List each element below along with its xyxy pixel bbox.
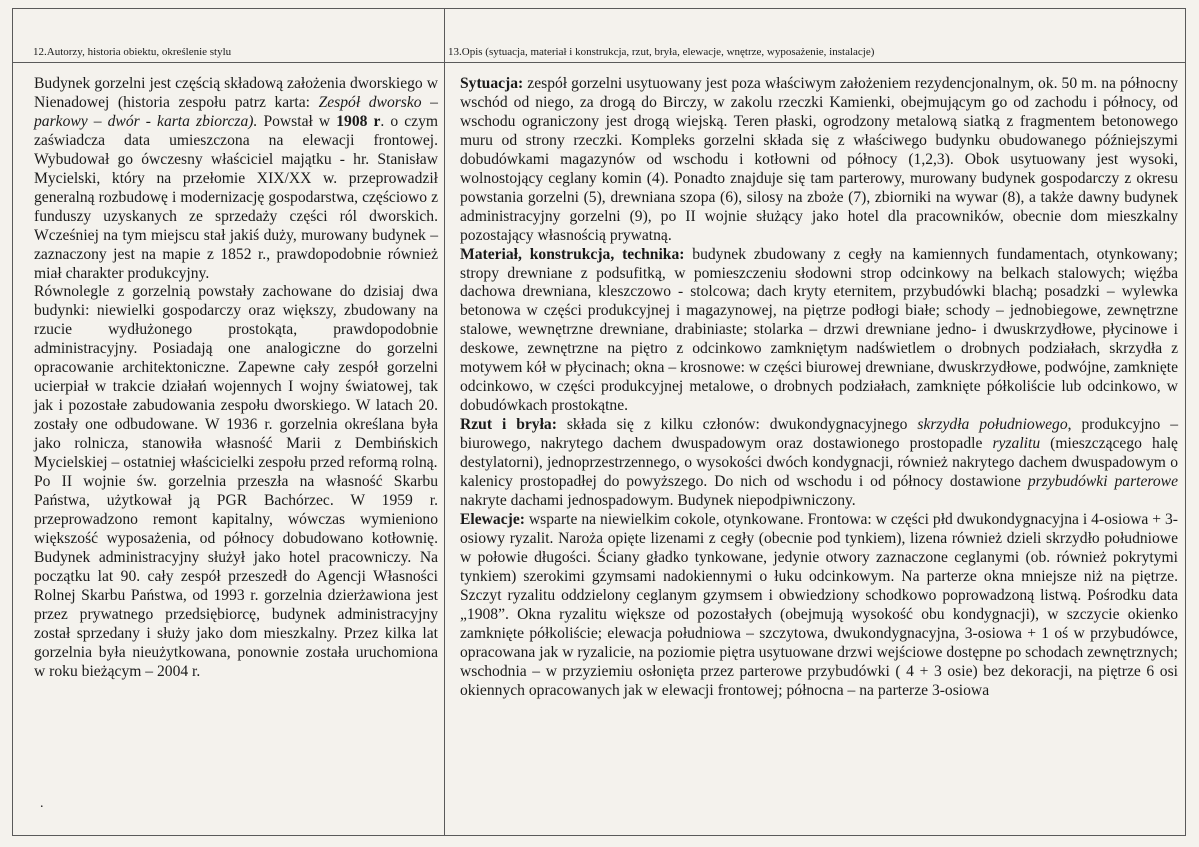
section-text: zespół gorzelni usytuowany jest poza właściwym założeniem rezydencjonalnym, ok. 50 m. na północny wschód od niego, za drogą do Birczy, w zakolu rzeczki Kamienki, obejmującym go od zachodu i północy, od wschodu ograniczony jest drogą wiejską. Teren płaski, ogrodzony metalową siatką z fragmentem betonowego muru od strony rzeczki. Kompleks gorzelni składa się z właściwego budynku obudowanego późniejszymi dobudówkami magazynów od wschodu i kotłowni od północy (1,2,3). Obok usytuowany jest wysoki, wolnostojący ceglany komin (4). Ponadto znajduje się tam parterowy, murowany budynek gospodarczy z okresu powstania gorzelni (5), drewniana szopa (6), silosy na zboże (7), zbiorniki na wywar (8), a także dawny budynek administracyjny gorzelni (9), po II wojnie służący jako hotel dla pracowników, obecnie dom mieszkalny pozostający własnością prywatną. xyxy=(460,75,1178,244)
column-divider xyxy=(444,8,445,836)
section-text: składa się z kilku członów: dwukondygnacyjnego xyxy=(556,416,918,434)
history-paragraph-3: Po II wojnie św. gorzelnia przeszła na własność Skarbu Państwa, użytkował ją PGR Bachórzec. W 1959 r. przeprowadzono remont kapitalny, wówczas wymieniono większość wyposażenia, od północy dobudowano kotłownię. Budynek administracyjny służył jako hotel pracowniczy. Na początku lat 90. cały zespół przeszedł do Agencji Własności Rolnej Skarbu Państwa, od 1993 r. gorzelnia dzierżawiona jest przez prywatnego przedsiębiorcę, budynek administracyjny został sprzedany i służy jako dom mieszkalny. Przez kilka lat gorzelnia była nieużytkowana, ponownie została uruchomiona w roku bieżącym – 2004 r. xyxy=(34,473,438,680)
section-text: wsparte na niewielkim cokole, otynkowane. Frontowa: w części płd dwukondygnacyjna i 4-osiowa + 3-osiowy ryzalit. Naroża opięte lizenami z cegły (obecnie pod tynkiem), lizena również dzieli skrzydło południowe w połowie długości. Ściany gładko tynkowane, jedynie otwory zaznaczone ceglanymi (ob. również pokrytymi tynkiem) szerokimi gzymsami nadokiennymi o łuku odcinkowym. Na parterze okna mniejsze niż na piętrze. Szczyt ryzalitu oddzielony ceglanym gzymsem i obwiedziony schodkowo poprowadzoną listwą. Pośrodku data „1908”. Okna ryzalitu większe od pozostałych (obejmują wysokość obu kondygnacji), w szczycie okienko zamknięte półkoliście; elewacja południowa – szczytowa, dwukondygnacyjna, 3-osiowa + 1 oś w przybudówce, opracowana jak w ryzalicie, na poziomie piętra usytuowane drzwi wejściowe dostępne po schodach zewnętrznych; wschodnia – w przyziemiu osłonięta przez parterowe przybudówki ( 4 + 3 osie) bez dekoracji, na piętrze 6 osi okiennych opracowanych jak w elewacji frontowej; północna – na parterze 3-osiowa xyxy=(460,510,1178,699)
header-rule xyxy=(12,62,1186,63)
section-plan xyxy=(460,416,1178,511)
section-text: budynek zbudowany z cegły na kamiennych fundamentach, otynkowany; stropy drewniane z podsufitką, w pomieszczeniu słodowni strop odcinkowy na belkach stalowych; więźba dachowa drewniana, kleszczowo - stolcowa; dach kryty eternitem, przybudówki blachą; posadzki – wylewka betonowa w części produkcyjnej i magazynowej, na piętrze podłogi białe; schody – jednobiegowe, zewnętrzne stalowe, wewnętrzne drewniane, drabiniaste; stolarka – drzwi drewniane jedno- i dwuskrzydłowe, płycinowe i deskowe, zewnętrzne na piętro z odcinkowo zamkniętym nadświetlem o drobnych podziałach, skrzydła z motywem kół w płycinach; okna – krosnowe: w części biurowej drewniane, dwuskrzydłowe, podwójne, zamknięte odcinkowo, w części produkcyjnej metalowe, o drobnych podziałach, zamknięte półkoliście lub odcinkowo, w dobudówkach prostokątne. xyxy=(460,245,1179,415)
history-paragraph-1 xyxy=(34,75,438,283)
description-column xyxy=(460,75,1178,700)
text-run: Budynek gorzelni jest częścią składową założenia dworskiego w Nienadowej (historia zespołu patrz karta: xyxy=(34,75,438,111)
history-paragraph-2: Równolegle z gorzelnią powstały zachowane do dzisiaj dwa budynki: niewielki gospodarczy oraz większy, zbudowany na rzucie wydłużonego prostokąta, prawdopodobnie administracyjny. Posiadają one analogiczne do gorzelni opracowanie architektoniczne. Zapewne cały zespół gorzelni ucierpiał w trakcie działań wojennych I wojny światowej, tak jak i pozostałe zabudowania zespołu dworskiego. W latach 20. zostały one odbudowane. W 1936 r. gorzelnia określana była jako rolnicza, stanowiła własność Marii z Dembińskich Mycielskiej – ostatniej właścicielki zespołu przed reformą rolną. xyxy=(34,283,438,472)
stray-mark: . xyxy=(40,796,44,811)
section-label: Sytuacja: xyxy=(460,75,524,92)
construction-year: 1908 r xyxy=(336,112,381,130)
section-label: Rzut i bryła: xyxy=(460,416,557,434)
section-text: (mieszczącego halę destylatorni), jednoprzestrzennego, o wysokości dwóch kondygnacji, również nakrytego dachem dwuspadowym o kalenicy prostopadłej do powyższego. Do nich od wschodu i od północy dostawione xyxy=(460,435,1178,491)
text-run: . o czym zaświadcza data umieszczona na elewacji frontowej. Wybudował go ówczesny właściciel majątku - hr. Stanisław Mycielski, który na przełomie XIX/XX w. przeprowadził generalną rozbudowę i modernizację gospodarstwa, częściowo z funduszy uzyskanych ze sprzedaży części ról dworskich. Wcześniej na tym miejscu stał jakiś duży, murowany budynek – zaznaczony jest na mapie z 1852 r., prawdopodobnie również miał charakter produkcyjny. xyxy=(34,112,439,282)
history-column xyxy=(34,75,438,682)
reference-card-title: Zespół dworsko – parkowy – dwór - karta zbiorcza). xyxy=(34,93,438,130)
section-text: nakryte dachami jednospadowym. Budynek niepodpiwniczony. xyxy=(460,491,856,509)
section-label: Materiał, konstrukcja, technika: xyxy=(460,245,685,263)
left-column-header: 12.Autorzy, historia obiektu, określenie stylu xyxy=(33,46,232,58)
section-elevations xyxy=(460,511,1178,701)
italic-term: ryzalitu xyxy=(992,435,1041,453)
section-label: Elewacje: xyxy=(460,510,525,528)
section-situation xyxy=(460,75,1178,246)
section-material xyxy=(460,246,1178,417)
section-text: , produkcyjno – biurowego, nakrytego dachem dwuspadowym oraz dostawionego prostopadle xyxy=(460,416,1178,453)
italic-term: przybudówki parterowe xyxy=(1027,473,1179,491)
right-column-header: 13.Opis (sytuacja, materiał i konstrukcja, rzut, bryła, elewacje, wnętrze, wyposażenie, instalacje) xyxy=(448,46,875,58)
italic-term: skrzydła południowego xyxy=(917,416,1068,434)
text-run: Powstał w xyxy=(257,112,337,130)
